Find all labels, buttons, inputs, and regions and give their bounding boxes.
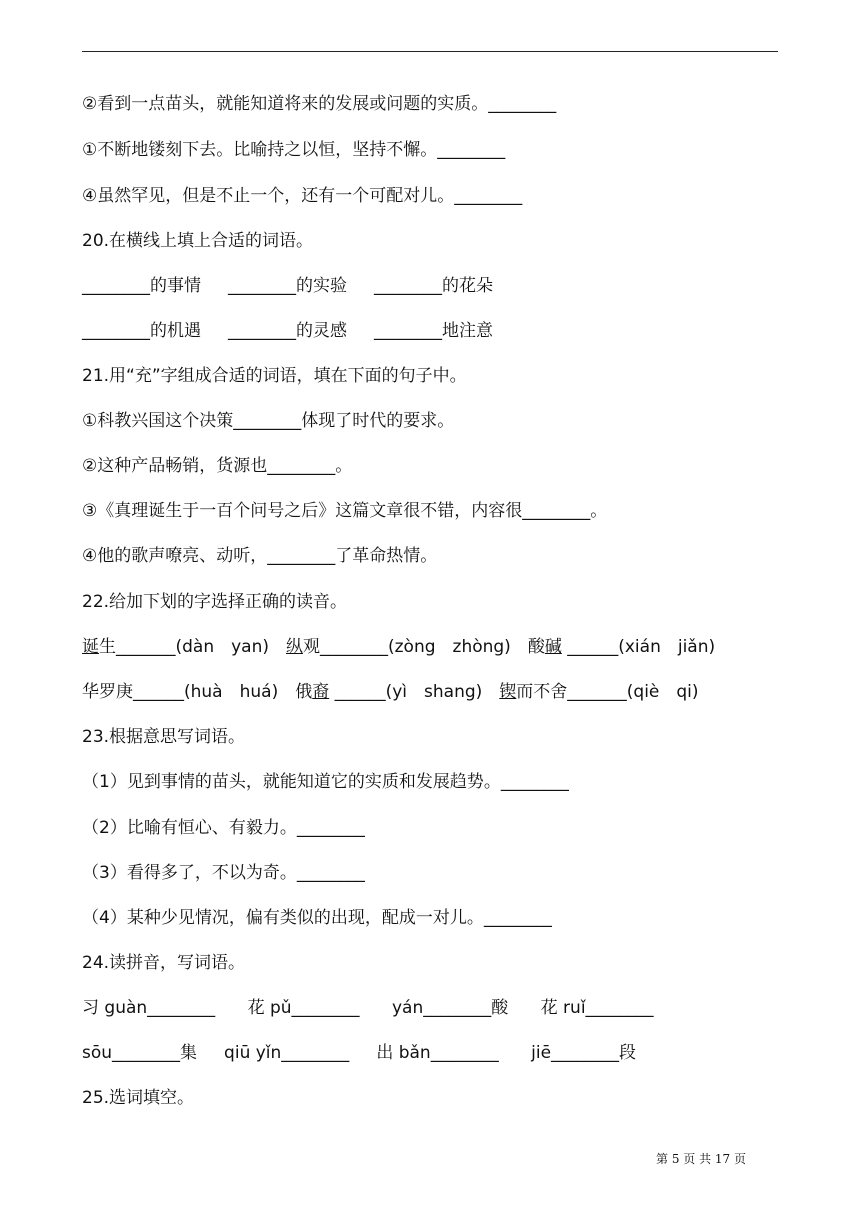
text-span: 俄 <box>295 682 313 702</box>
text-line: ②看到一点苗头，就能知道将来的发展或问题的实质。________ <box>82 94 557 114</box>
text-span: 生_______(dàn yan) <box>99 637 286 657</box>
text-span: 观________(zòng zhòng) <box>303 637 528 657</box>
text-span: 华罗庚______(huà huá) <box>82 682 296 702</box>
question-title: 21.用“充”字组成合适的词语，填在下面的句子中。 <box>82 366 467 386</box>
question-title: 20.在横线上填上合适的词语。 <box>82 231 314 251</box>
text-line: （1）见到事情的苗头，就能知道它的实质和发展趋势。________ <box>82 772 569 792</box>
underlined-char: 碱 <box>544 637 562 657</box>
text-line: （4）某种少见情况，偏有类似的出现，配成一对儿。________ <box>82 908 552 928</box>
underlined-char: 锲 <box>499 682 517 702</box>
text-line: 习 guàn________ 花 pǔ________ yán________酸 花 ruǐ________ <box>82 998 654 1018</box>
text-line: ④虽然罕见，但是不止一个，还有一个可配对儿。________ <box>82 186 523 206</box>
question-title: 23.根据意思写词语。 <box>82 727 246 747</box>
text-line: sōu________集 qiū yǐn________ 出 bǎn________ jiē________段 <box>82 1043 637 1063</box>
pinyin-row-1 <box>82 635 715 659</box>
text-line: ________的机遇 ________的灵感 ________地注意 <box>82 321 494 341</box>
underlined-char: 诞 <box>82 637 99 657</box>
pinyin-row-2 <box>82 680 699 704</box>
text-line: （3）看得多了，不以为奇。________ <box>82 863 365 883</box>
text-line: ________的事情 ________的实验 ________的花朵 <box>82 276 494 296</box>
text-span: 酸 <box>527 637 545 657</box>
page-footer: 第 5 页 共 17 页 <box>656 1152 746 1166</box>
underlined-char: 裔 <box>312 682 330 702</box>
text-line: （2）比喻有恒心、有毅力。________ <box>82 818 365 838</box>
text-line: ②这种产品畅销，货源也________。 <box>82 456 353 476</box>
underlined-char: 纵 <box>286 637 303 657</box>
text-span: ______(xián jiǎn) <box>561 637 716 657</box>
question-title: 22.给加下划的字选择正确的读音。 <box>82 592 348 612</box>
question-title: 25.选词填空。 <box>82 1088 195 1108</box>
text-line: ①科教兴国这个决策________体现了时代的要求。 <box>82 411 455 431</box>
text-span: 而不舍_______(qiè qi) <box>516 682 699 702</box>
text-line: ③《真理诞生于一百个问号之后》这篇文章很不错，内容很________。 <box>82 501 608 521</box>
text-span: ______(yì shang) <box>329 682 500 702</box>
text-line: ①不断地镂刻下去。比喻持之以恒，坚持不懈。________ <box>82 140 506 160</box>
header-rule <box>82 51 778 52</box>
text-line: ④他的歌声嘹亮、动听，________了革命热情。 <box>82 546 438 566</box>
question-title: 24.读拼音，写词语。 <box>82 953 246 973</box>
